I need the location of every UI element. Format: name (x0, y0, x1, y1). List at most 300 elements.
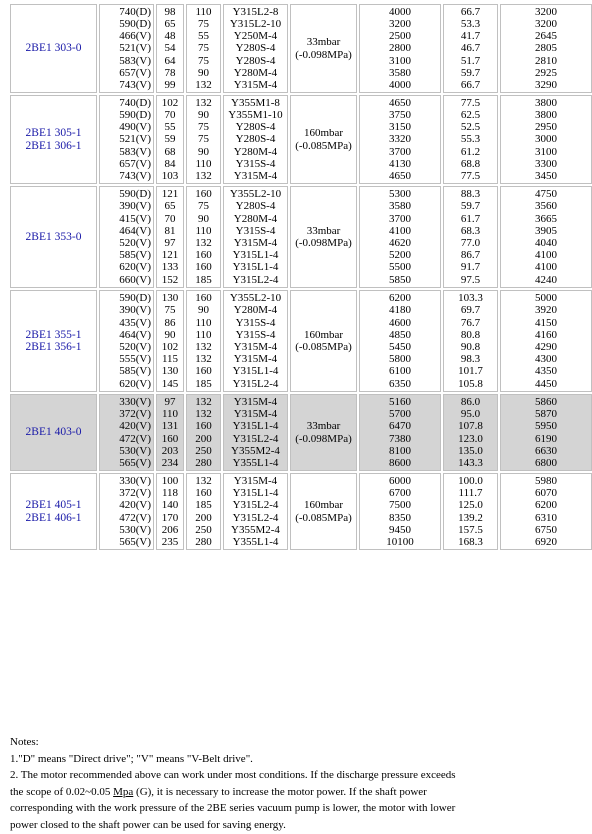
speed-line: 585(V) (119, 365, 151, 378)
capacity-m3min-line: 97.5 (460, 273, 481, 286)
model-name-line: 2BE1 403-0 (25, 426, 82, 439)
pressure-cell-line: (-0.098MPa) (295, 48, 352, 61)
capacity-m3h-line: 3200 (389, 17, 411, 30)
weight-line: 3665 (535, 212, 557, 225)
capacity-m3min-line: 53.3 (460, 17, 481, 30)
capacity-m3min-line: 77.0 (460, 237, 481, 249)
shaft-power-line: 70 (164, 108, 176, 121)
shaft-power-line: 90 (164, 328, 176, 341)
motor-model-line: Y315L1-4 (232, 365, 279, 378)
capacity-m3min-line: 77.5 (460, 96, 481, 109)
capacity-m3h-line: 4100 (389, 224, 411, 237)
shaft-power (156, 4, 184, 93)
weight-line: 3905 (535, 224, 557, 237)
capacity-m3h-line: 5160 (389, 395, 411, 408)
note-line-4: corresponding with the work pressure of the 2BE series vacuum pump is lower, the motor with lower (10, 802, 456, 815)
pressure-cell-line: 33mbar (306, 36, 341, 49)
capacity-m3h-line: 3100 (389, 54, 411, 67)
motor-power (186, 394, 221, 471)
motor-power-line: 90 (198, 304, 209, 317)
shaft-power-line: 102 (161, 96, 179, 109)
capacity-m3min-line: 61.7 (460, 212, 481, 225)
pressure-cell (290, 186, 357, 288)
capacity-m3h-line: 4620 (389, 237, 411, 249)
speed-line: 390(V) (119, 304, 151, 317)
motor-model-line: Y315S-4 (235, 157, 276, 170)
motor-power-line: 132 (195, 474, 212, 487)
capacity-m3h-line: 3750 (389, 108, 411, 121)
capacity-m3min-line: 66.7 (460, 79, 481, 91)
capacity-m3min-line: 66.7 (460, 5, 481, 18)
motor-model-line: Y355M2-4 (231, 523, 280, 536)
speed-line: 583(V) (119, 145, 151, 158)
speed-line: 590(D) (119, 188, 151, 201)
speed-line: 435(V) (119, 316, 151, 329)
speed-line: 743(V) (119, 79, 151, 91)
capacity-m3h-line: 5500 (389, 261, 411, 274)
shaft-power-line: 86 (164, 316, 176, 329)
motor-power (186, 4, 221, 93)
speed (99, 95, 154, 184)
motor-power-line: 55 (198, 30, 209, 43)
model-name-line: 2BE1 353-0 (25, 230, 82, 243)
capacity-m3h-line: 8350 (389, 511, 411, 524)
motor-model-line: Y355L1-4 (232, 535, 279, 548)
pressure-cell-line: (-0.098MPa) (295, 432, 352, 445)
note-line-3: the scope of 0.02~0.05 Mpa (G), it is necessary to increase the motor power. If the shaft power (10, 785, 427, 798)
note-line-1: 1."D" means "Direct drive"; "V" means "V-Belt drive". (10, 752, 253, 765)
weight-line: 3290 (535, 79, 557, 91)
motor-model-line: Y315M-4 (233, 237, 278, 249)
speed (99, 186, 154, 288)
shaft-power-line: 131 (161, 420, 179, 433)
motor-power-line: 160 (195, 292, 212, 305)
shaft-power-line: 234 (161, 456, 179, 469)
motor-power-line: 200 (195, 511, 212, 524)
speed-line: 466(V) (119, 30, 151, 43)
pressure-cell-line: (-0.098MPa) (295, 237, 352, 249)
weight-line: 6920 (535, 535, 557, 548)
shaft-power-line: 75 (164, 304, 176, 317)
motor-power-line: 200 (195, 432, 212, 445)
pressure-cell-line: (-0.085MPa) (295, 511, 352, 524)
shaft-power-line: 81 (164, 224, 176, 237)
capacity-m3h-line: 5850 (389, 273, 411, 286)
motor-power-line: 110 (195, 328, 212, 341)
motor-model-line: Y280S-4 (235, 133, 276, 146)
motor-model-line: Y315L2-8 (232, 5, 279, 18)
model-name-line: 2BE1 306-1 (25, 139, 82, 152)
weight-line: 6800 (535, 456, 557, 469)
capacity-m3min-line: 61.2 (460, 145, 481, 158)
speed-line: 372(V) (119, 487, 151, 500)
motor-model-line: Y355M2-4 (231, 444, 280, 457)
speed-line: 657(V) (119, 157, 151, 170)
model-name (10, 4, 97, 93)
weight (500, 473, 592, 550)
pressure-cell-line: 33mbar (306, 224, 341, 237)
motor-model (223, 394, 288, 471)
weight-line: 6630 (535, 444, 557, 457)
motor-model-line: Y280M-4 (233, 66, 278, 79)
motor-model (223, 4, 288, 93)
motor-power-line: 160 (195, 365, 212, 378)
speed-line: 565(V) (119, 535, 151, 548)
capacity-m3h-line: 6100 (389, 365, 411, 378)
motor-model-line: Y315M-4 (233, 408, 278, 421)
weight-line: 5870 (535, 408, 557, 421)
motor-power-line: 75 (198, 42, 209, 55)
motor-power-line: 132 (195, 395, 212, 408)
motor-model-line: Y315S-4 (235, 328, 276, 341)
model-name-line: 2BE1 355-1 (25, 328, 82, 341)
shaft-power-line: 65 (164, 200, 176, 213)
motor-model-line: Y355L2-10 (229, 188, 282, 201)
motor-power-line: 160 (195, 261, 212, 274)
motor-power-line: 250 (195, 444, 212, 457)
model-name (10, 394, 97, 471)
speed-line: 415(V) (119, 212, 151, 225)
weight-line: 4100 (535, 261, 557, 274)
weight-line: 4100 (535, 249, 557, 262)
capacity-m3h-line: 7380 (389, 432, 411, 445)
weight (500, 4, 592, 93)
note-line-2: 2. The motor recommended above can work under most conditions. If the discharge pressure exceeds (10, 769, 456, 782)
weight-line: 2810 (535, 54, 557, 67)
motor-model-line: Y280M-4 (233, 304, 278, 317)
shaft-power-line: 54 (164, 42, 176, 55)
motor-model-line: Y315L1-4 (232, 261, 279, 274)
weight-line: 2950 (535, 121, 557, 134)
motor-power-line: 75 (198, 121, 209, 134)
capacity-m3h-line: 4000 (389, 5, 411, 18)
capacity-m3min (443, 473, 498, 550)
motor-model-line: Y280S-4 (235, 200, 276, 213)
weight-line: 4240 (535, 273, 557, 286)
motor-power-line: 160 (195, 487, 212, 500)
motor-model-line: Y315L2-4 (232, 511, 279, 524)
capacity-m3h (359, 394, 441, 471)
model-name-line: 2BE1 356-1 (25, 341, 82, 353)
capacity-m3h-line: 3580 (389, 200, 411, 213)
motor-power (186, 95, 221, 184)
weight-line: 4450 (535, 377, 557, 390)
capacity-m3h-line: 3580 (389, 66, 411, 79)
capacity-m3h-line: 5450 (389, 341, 411, 353)
model-name-line: 2BE1 405-1 (25, 499, 82, 512)
group-row (10, 186, 592, 288)
shaft-power-line: 68 (164, 145, 176, 158)
motor-power-line: 75 (198, 200, 209, 213)
shaft-power-line: 70 (164, 212, 176, 225)
pressure-cell-line: (-0.085MPa) (295, 139, 352, 152)
weight-line: 5860 (535, 395, 557, 408)
model-name (10, 186, 97, 288)
speed-line: 330(V) (119, 395, 151, 408)
capacity-m3min (443, 4, 498, 93)
speed (99, 4, 154, 93)
weight-line: 5980 (535, 474, 557, 487)
weight-line: 5000 (535, 292, 557, 305)
motor-power-line: 132 (195, 353, 212, 366)
notes-section (10, 734, 588, 834)
shaft-power-line: 99 (164, 79, 176, 91)
motor-power-line: 90 (198, 66, 209, 79)
shaft-power-line: 145 (161, 377, 179, 390)
motor-power-line: 90 (198, 145, 209, 158)
capacity-m3min-line: 80.8 (460, 328, 481, 341)
pressure-cell-line: 33mbar (306, 420, 341, 433)
motor-power (186, 473, 221, 550)
shaft-power-line: 203 (161, 444, 179, 457)
capacity-m3min (443, 290, 498, 392)
capacity-m3h-line: 6700 (389, 487, 411, 500)
shaft-power-line: 133 (161, 261, 179, 274)
motor-power-line: 280 (195, 456, 212, 469)
speed-line: 530(V) (119, 444, 151, 457)
capacity-m3min-line: 41.7 (460, 30, 481, 43)
capacity-m3h (359, 290, 441, 392)
weight-line: 6190 (535, 432, 557, 445)
shaft-power-line: 121 (161, 188, 179, 201)
motor-model-line: Y355L2-10 (229, 292, 282, 305)
motor-model-line: Y280S-4 (235, 121, 276, 134)
capacity-m3h-line: 2800 (389, 42, 411, 55)
shaft-power-line: 115 (161, 353, 179, 366)
shaft-power-line: 102 (161, 341, 179, 353)
weight-line: 5950 (535, 420, 557, 433)
shaft-power-line: 140 (161, 499, 179, 512)
shaft-power-line: 98 (164, 5, 176, 18)
capacity-m3h-line: 2500 (389, 30, 411, 43)
weight (500, 290, 592, 392)
motor-model-line: Y315L1-4 (232, 249, 279, 262)
motor-power-line: 185 (195, 499, 212, 512)
motor-power-line: 160 (195, 249, 212, 262)
shaft-power (156, 473, 184, 550)
shaft-power-line: 130 (161, 365, 179, 378)
motor-model (223, 473, 288, 550)
capacity-m3min-line: 68.3 (460, 224, 481, 237)
shaft-power (156, 95, 184, 184)
speed-line: 585(V) (119, 249, 151, 262)
shaft-power-line: 110 (161, 408, 179, 421)
speed-line: 583(V) (119, 54, 151, 67)
weight-line: 3300 (535, 157, 557, 170)
capacity-m3min-line: 111.7 (458, 487, 483, 500)
motor-power-line: 75 (198, 54, 209, 67)
motor-power-line: 250 (195, 523, 212, 536)
capacity-m3h-line: 4130 (389, 157, 411, 170)
weight-line: 3100 (535, 145, 557, 158)
capacity-m3min-line: 100.0 (458, 474, 483, 487)
speed-line: 420(V) (119, 499, 151, 512)
speed-line: 590(D) (119, 17, 151, 30)
shaft-power-line: 206 (161, 523, 179, 536)
capacity-m3min-line: 62.5 (460, 108, 481, 121)
capacity-m3min-line: 107.8 (458, 420, 483, 433)
capacity-m3min-line: 103.3 (458, 292, 483, 305)
capacity-m3h-line: 5800 (389, 353, 411, 366)
weight-line: 2805 (535, 42, 557, 55)
capacity-m3min-line: 143.3 (458, 456, 483, 469)
capacity-m3min-line: 101.7 (458, 365, 483, 378)
motor-power-line: 280 (195, 535, 212, 548)
capacity-m3h-line: 10100 (386, 535, 414, 548)
group-row (10, 473, 592, 550)
capacity-m3min-line: 98.3 (460, 353, 481, 366)
motor-power-line: 132 (195, 237, 212, 249)
capacity-m3h (359, 186, 441, 288)
motor-power (186, 186, 221, 288)
shaft-power-line: 59 (164, 133, 176, 146)
motor-power-line: 110 (195, 224, 212, 237)
speed-line: 555(V) (119, 353, 151, 366)
capacity-m3min-line: 125.0 (458, 499, 483, 512)
capacity-m3h-line: 4650 (389, 170, 411, 182)
capacity-m3min-line: 51.7 (460, 54, 481, 67)
shaft-power-line: 152 (161, 273, 179, 286)
motor-power-line: 132 (195, 408, 212, 421)
capacity-m3h (359, 4, 441, 93)
mpa-link[interactable]: Mpa (113, 785, 134, 798)
weight-line: 3920 (535, 304, 557, 317)
capacity-m3h-line: 4600 (389, 316, 411, 329)
motor-power-line: 132 (195, 341, 212, 353)
speed-line: 521(V) (119, 42, 151, 55)
capacity-m3min-line: 52.5 (460, 121, 481, 134)
motor-power-line: 185 (195, 273, 212, 286)
speed-line: 590(D) (119, 108, 151, 121)
shaft-power-line: 130 (161, 292, 179, 305)
speed-line: 660(V) (119, 273, 151, 286)
capacity-m3h-line: 5700 (389, 408, 411, 421)
speed-line: 620(V) (119, 261, 151, 274)
motor-model-line: Y315L2-4 (232, 273, 279, 286)
capacity-m3min (443, 186, 498, 288)
shaft-power-line: 78 (164, 66, 176, 79)
model-name-line: 2BE1 406-1 (25, 511, 82, 524)
speed-line: 565(V) (119, 456, 151, 469)
weight-line: 4350 (535, 365, 557, 378)
speed (99, 473, 154, 550)
motor-model-line: Y315M-4 (233, 170, 278, 182)
weight-line: 6750 (535, 523, 557, 536)
motor-model (223, 290, 288, 392)
motor-power-line: 90 (198, 108, 209, 121)
capacity-m3min-line: 69.7 (460, 304, 481, 317)
motor-power-line: 160 (195, 420, 212, 433)
capacity-m3h-line: 4850 (389, 328, 411, 341)
model-name (10, 95, 97, 184)
motor-model-line: Y355M1-8 (231, 96, 280, 109)
motor-model-line: Y280S-4 (235, 54, 276, 67)
speed (99, 394, 154, 471)
motor-model-line: Y315M-4 (233, 474, 278, 487)
motor-model-line: Y315L1-4 (232, 487, 279, 500)
group-row (10, 4, 592, 93)
note-line-5: power closed to the shaft power can be used for saving energy. (10, 818, 286, 831)
capacity-m3min-line: 55.3 (460, 133, 481, 146)
pressure-cell (290, 473, 357, 550)
weight-line: 4040 (535, 237, 557, 249)
capacity-m3h-line: 4180 (389, 304, 411, 317)
motor-model-line: Y355M1-10 (228, 108, 283, 121)
model-name (10, 473, 97, 550)
speed-line: 472(V) (119, 511, 151, 524)
motor-model-line: Y280M-4 (233, 145, 278, 158)
weight (500, 95, 592, 184)
weight-line: 6310 (535, 511, 557, 524)
capacity-m3h-line: 3700 (389, 145, 411, 158)
capacity-m3h-line: 3320 (389, 133, 411, 146)
shaft-power (156, 290, 184, 392)
capacity-m3h (359, 473, 441, 550)
shaft-power-line: 48 (164, 30, 176, 43)
motor-model-line: Y250M-4 (233, 30, 278, 43)
motor-model (223, 95, 288, 184)
capacity-m3h-line: 5200 (389, 249, 411, 262)
capacity-m3min-line: 88.3 (460, 188, 481, 201)
speed-line: 620(V) (119, 377, 151, 390)
motor-power-line: 132 (195, 96, 212, 109)
motor-power-line: 110 (195, 316, 212, 329)
capacity-m3min (443, 95, 498, 184)
speed-line: 520(V) (119, 237, 151, 249)
notes-heading: Notes: (10, 736, 39, 748)
capacity-m3h-line: 6200 (389, 292, 411, 305)
capacity-m3min-line: 46.7 (460, 42, 481, 55)
pressure-cell-line: 160mbar (303, 127, 344, 140)
speed-line: 490(V) (119, 121, 151, 134)
capacity-m3h-line: 7500 (389, 499, 411, 512)
capacity-m3min (443, 394, 498, 471)
capacity-m3min-line: 59.7 (460, 66, 481, 79)
weight (500, 394, 592, 471)
weight-line: 3450 (535, 170, 557, 182)
motor-model-line: Y315M-4 (233, 395, 278, 408)
capacity-m3min-line: 168.3 (458, 535, 483, 548)
motor-model-line: Y355L1-4 (232, 456, 279, 469)
group-row (10, 95, 592, 184)
pressure-cell-line: (-0.085MPa) (295, 341, 352, 353)
weight-line: 3800 (535, 108, 557, 121)
motor-power-line: 110 (195, 5, 212, 18)
shaft-power (156, 186, 184, 288)
weight (500, 186, 592, 288)
motor-model-line: Y280S-4 (235, 42, 276, 55)
capacity-m3min-line: 76.7 (460, 316, 481, 329)
motor-power-line: 185 (195, 377, 212, 390)
weight-line: 4290 (535, 341, 557, 353)
weight-line: 3560 (535, 200, 557, 213)
capacity-m3min-line: 135.0 (458, 444, 483, 457)
speed-line: 372(V) (119, 408, 151, 421)
motor-model (223, 186, 288, 288)
capacity-m3h-line: 8600 (389, 456, 411, 469)
model-name (10, 290, 97, 392)
shaft-power-line: 118 (161, 487, 179, 500)
capacity-m3h-line: 6350 (389, 377, 411, 390)
speed-line: 590(D) (119, 292, 151, 305)
motor-power-line: 160 (195, 188, 212, 201)
motor-power (186, 290, 221, 392)
weight-line: 4150 (535, 316, 557, 329)
pressure-cell (290, 95, 357, 184)
weight-line: 3000 (535, 133, 557, 146)
capacity-m3h-line: 6470 (389, 420, 411, 433)
pressure-cell (290, 4, 357, 93)
